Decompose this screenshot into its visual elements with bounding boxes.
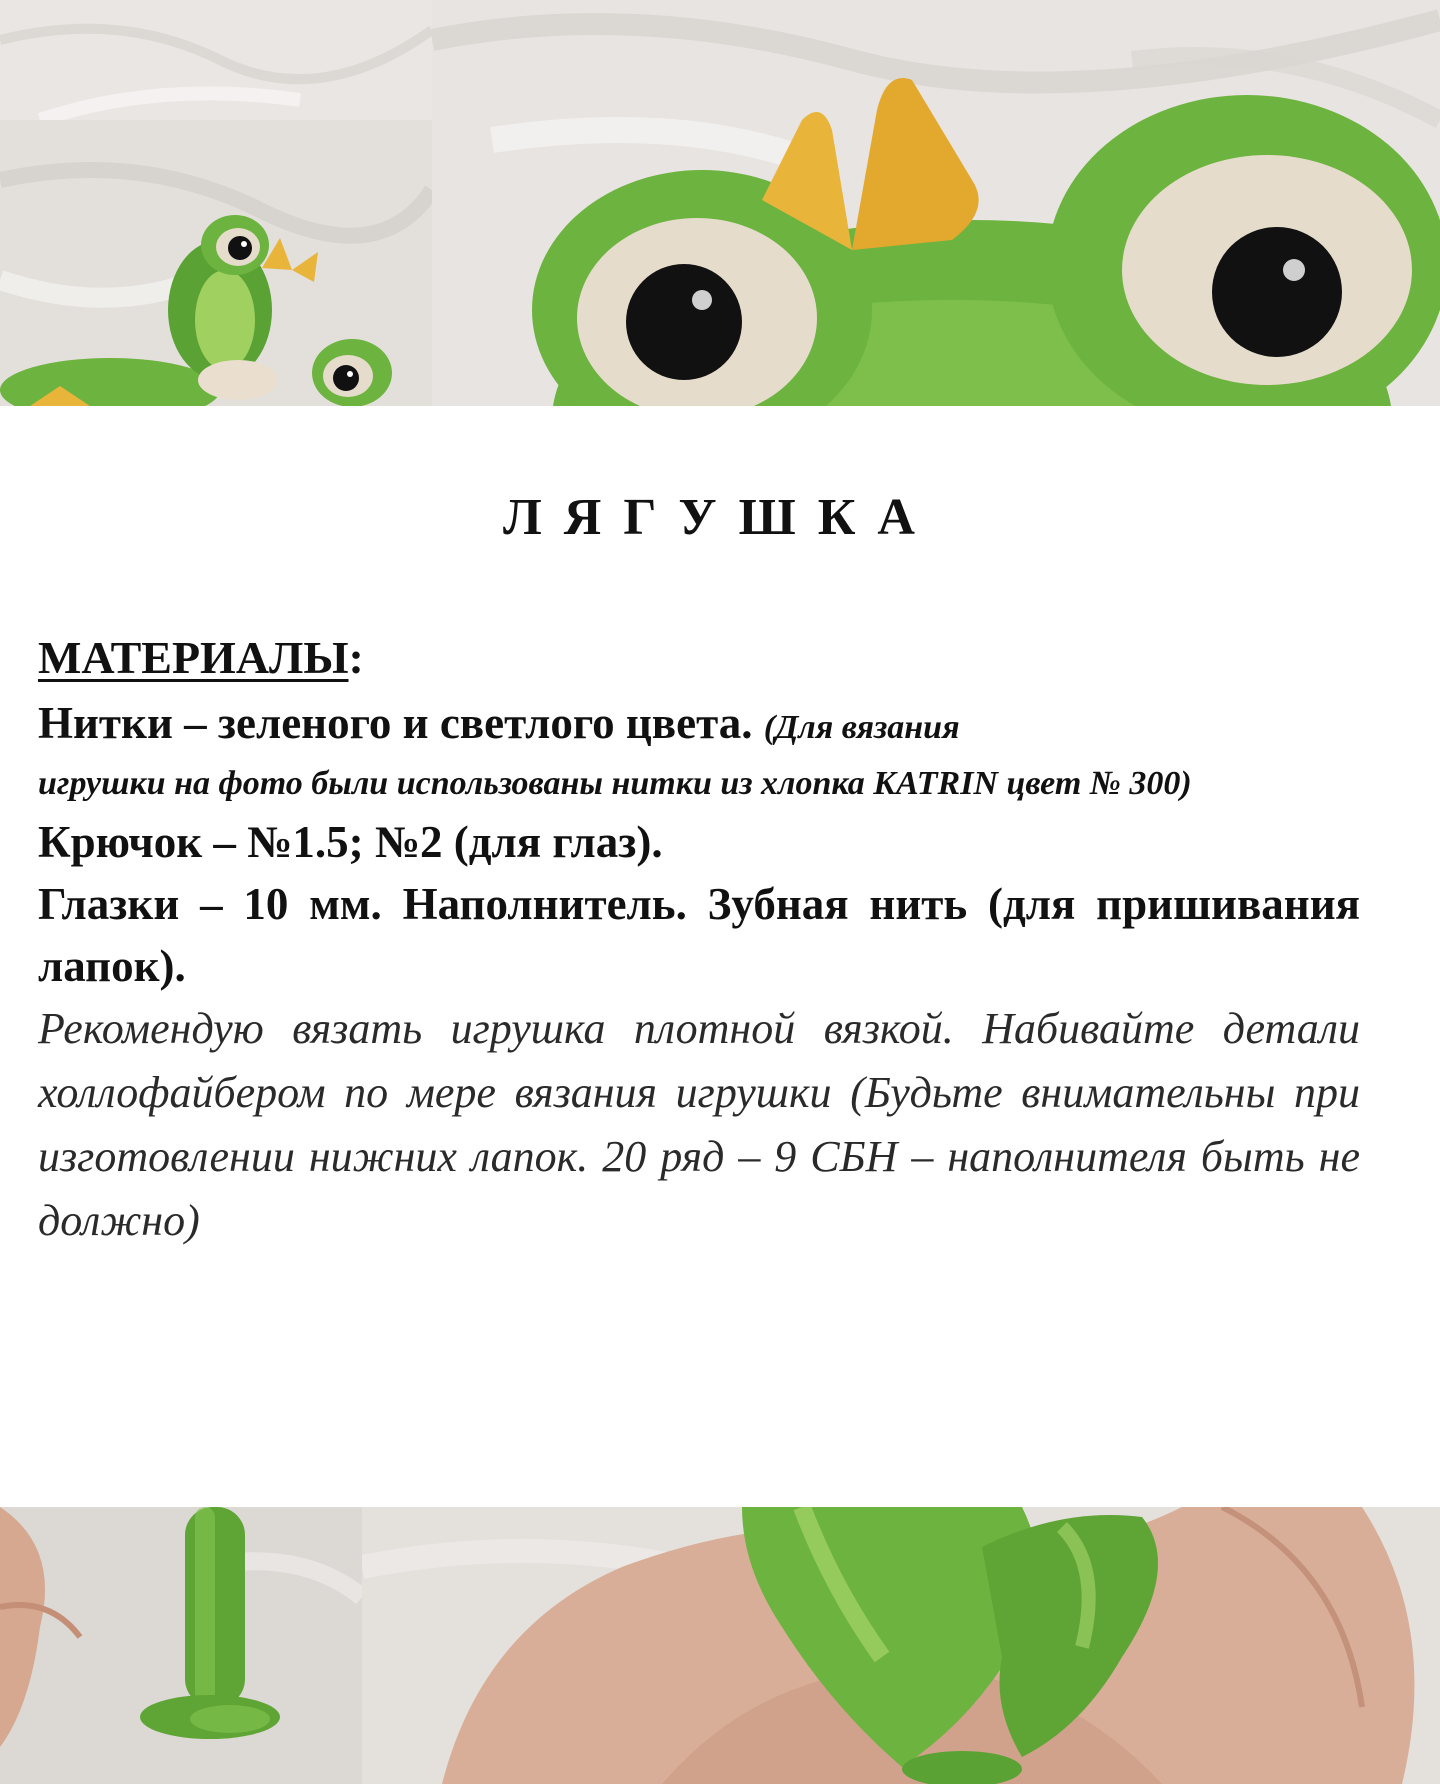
hand-holding-frog-photo bbox=[362, 1507, 1440, 1784]
frog-photo-closeup bbox=[432, 0, 1440, 406]
threads-note-start: (Для вязания bbox=[763, 709, 960, 746]
threads-note: игрушки на фото были использованы нитки из хлопка KATRIN цвет № 300) bbox=[38, 765, 1192, 802]
frog-photo-small bbox=[0, 120, 432, 406]
pattern-card bbox=[0, 406, 1440, 1507]
materials-heading bbox=[38, 628, 1360, 688]
frog-leg-photo bbox=[0, 1507, 362, 1784]
page-title: ЛЯГУШКА bbox=[503, 489, 937, 546]
top-marble-strip bbox=[0, 0, 432, 120]
threads-line bbox=[38, 692, 1360, 759]
materials-heading-text: МАТЕРИАЛЫ bbox=[38, 632, 349, 683]
advice-paragraph: Рекомендую вязать игрушка плотной вязкой. Набивайте детали холлофайбером по мере вязания игрушки (Будьте внимательны при изготовлении нижних лапок. 20 ряд – 9 СБН – наполнителя быть не должно) bbox=[38, 1004, 1360, 1245]
materials-section bbox=[38, 628, 1360, 1253]
materials-heading-colon: : bbox=[348, 632, 364, 683]
eyes-line: Глазки – 10 мм. Наполнитель. Зубная нить (для пришивания лапок). bbox=[38, 879, 1360, 991]
threads-main: Нитки – зеленого и светлого цвета. bbox=[38, 698, 753, 748]
hook-line: Крючок – №1.5; №2 (для глаз). bbox=[38, 817, 663, 867]
